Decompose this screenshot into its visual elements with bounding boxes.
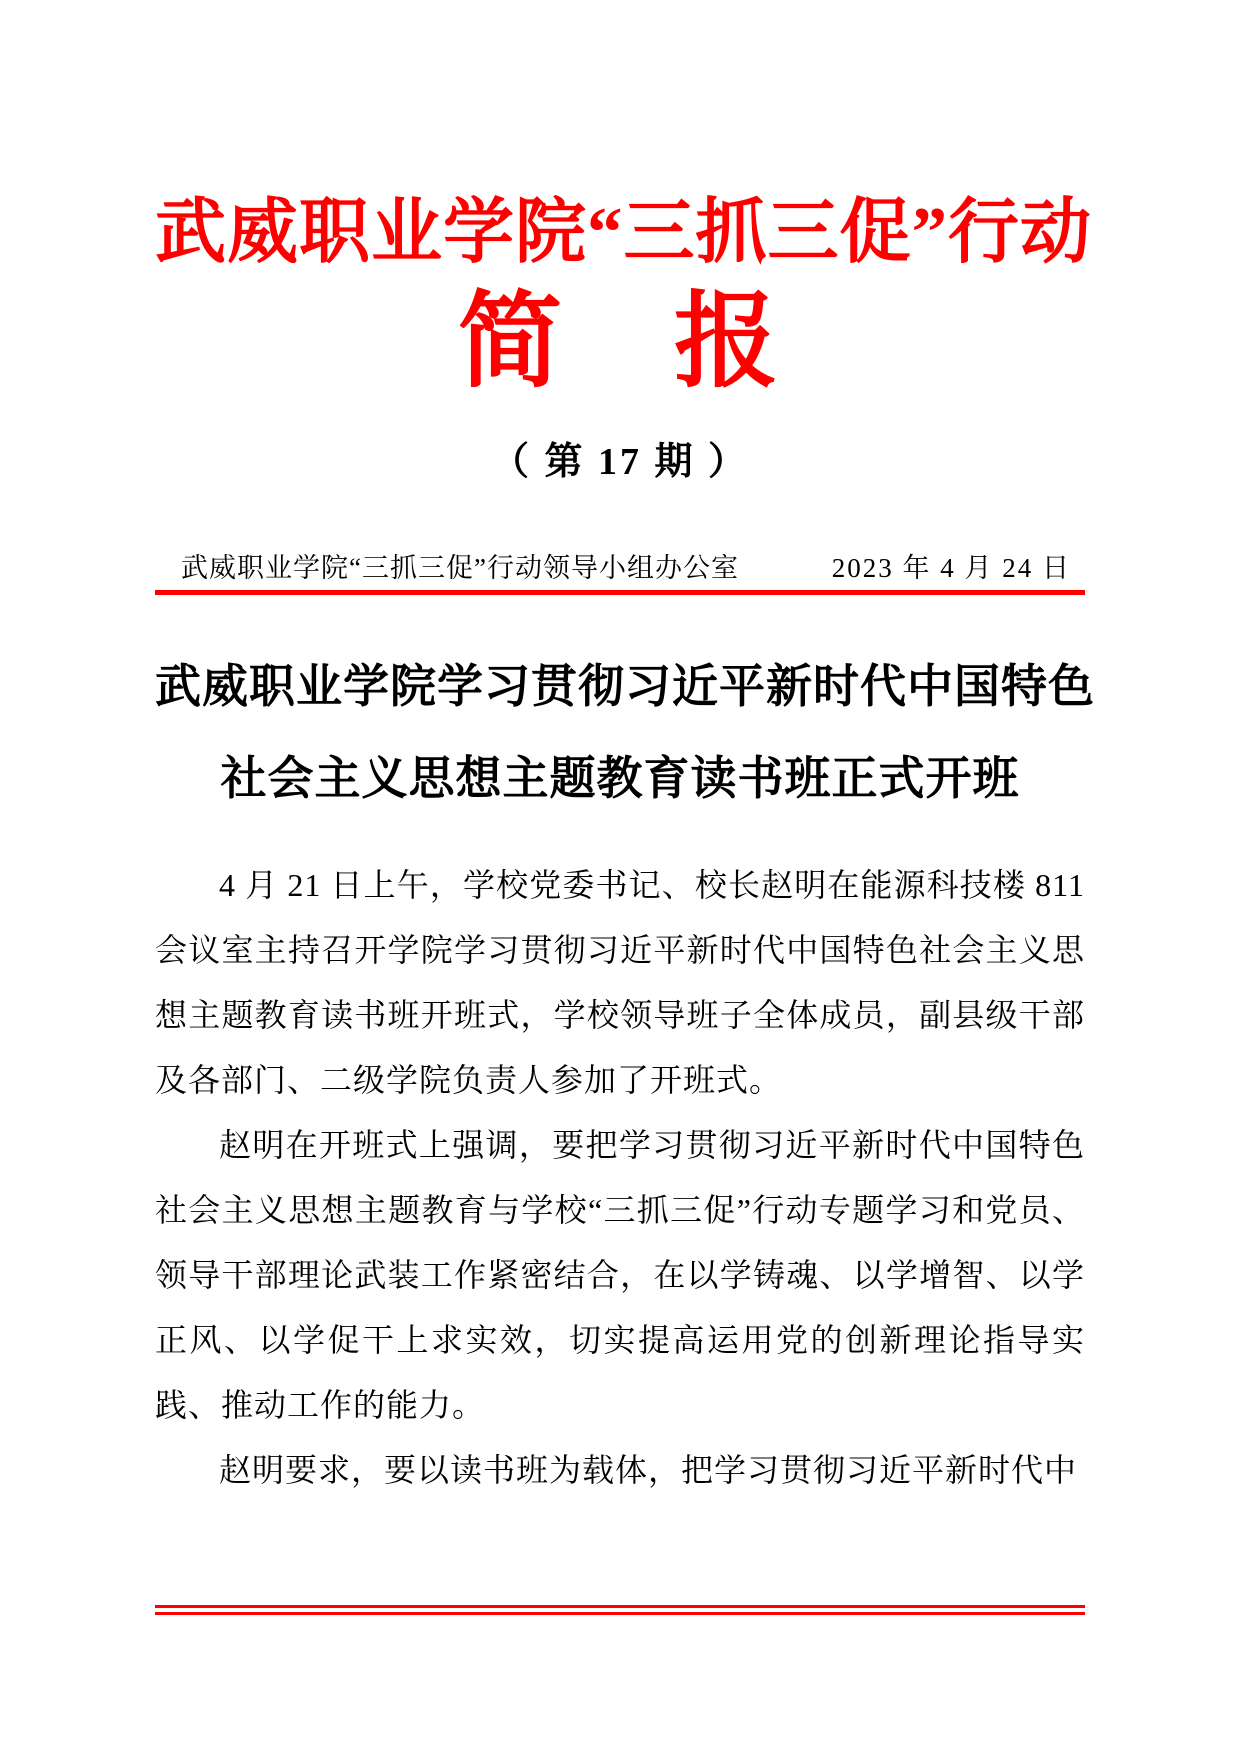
article-title-line-1: 武威职业学院学习贯彻习近平新时代中国特色 bbox=[155, 661, 1095, 712]
issuer-office: 武威职业学院“三抓三促”行动领导小组办公室 bbox=[181, 553, 739, 583]
bulletin-title: 简 报 bbox=[457, 285, 782, 400]
article-title bbox=[155, 641, 1095, 825]
body-paragraph-3: 赵明要求，要以读书班为载体，把学习贯彻习近平新时代中 bbox=[219, 1452, 1078, 1488]
masthead bbox=[155, 186, 1093, 595]
issue-number: （ 第 17 期 ） bbox=[490, 441, 749, 483]
bulletin-content bbox=[155, 0, 1095, 1615]
issue-date: 2023 年 4 月 24 日 bbox=[831, 553, 1071, 583]
body-paragraph-2: 赵明在开班式上强调，要把学习贯彻习近平新时代中国特色社会主义思想主题教育与学校“三抓三促”行动专题学习和党员、领导干部理论武装工作紧密结合，在以学铸魂、以学增智、以学正风、以学促干上求实效，切实提高运用党的创新理论指导实践、推动工作的能力。 bbox=[155, 1127, 1085, 1423]
body-paragraph-1: 4 月 21 日上午，学校党委书记、校长赵明在能源科技楼 811 会议室主持召开学院学习贯彻习近平新时代中国特色社会主义思想主题教育读书班开班式，学校领导班子全体成员，副县级干部及各部门、二级学院负责人参加了开班式。 bbox=[155, 867, 1085, 1098]
masthead-org-title: 武威职业学院“三抓三促”行动 bbox=[155, 194, 1093, 272]
footer-divider bbox=[155, 1605, 1085, 1615]
issuer-row bbox=[155, 550, 1085, 595]
article-body bbox=[155, 853, 1085, 1503]
article-title-line-2: 社会主义思想主题教育读书班正式开班 bbox=[220, 753, 1020, 804]
